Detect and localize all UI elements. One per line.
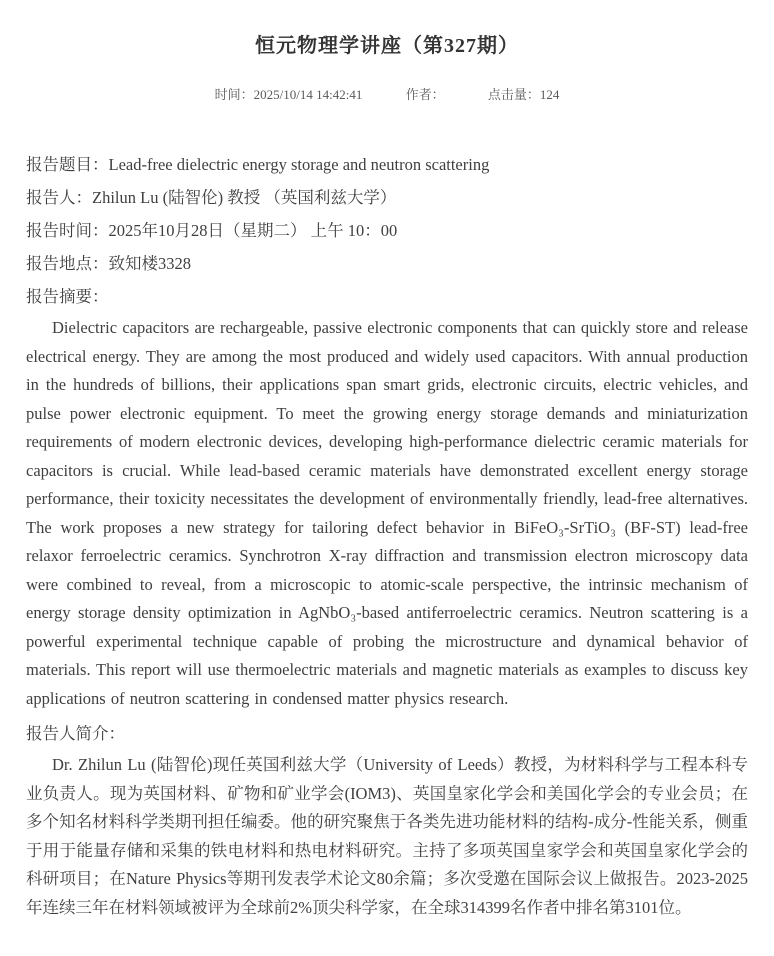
meta-time <box>215 86 363 104</box>
bio-paragraph: Dr. Zhilun Lu (陆智伦)现任英国利兹大学（University of Leeds）教授，为材料科学与工程本科专业负责人。现为英国材料、矿物和矿业学会(IOM3)、英国皇家化学会和美国化学会的专业会员；在多个知名材料科学类期刊担任编委。他的研究聚焦于各类先进功能材料的结构-成分-性能关系，侧重于用于能量存储和采集的铁电材料和热电材料研究。主持了多项英国皇家学会和英国皇家化学会的科研项目；在Nature Physics等期刊发表学术论文80余篇；多次受邀在国际会议上做报告。2023-2025年连续三年在材料领域被评为全球前2%顶尖科学家，在全球314399名作者中排名第3101位。 <box>26 755 748 917</box>
field-location-value: 致知楼3328 <box>108 254 191 273</box>
field-datetime-value: 2025年10月28日（星期二） 上午 10：00 <box>108 221 398 240</box>
field-report-title-label: 报告题目： <box>26 155 109 174</box>
abstract-paragraph: Dielectric capacitors are rechargeable, passive electronic components that can quickly store and release electrical energy. They are among the most produced and widely used capacitors. With annual production in the hundreds of billions, their applications span smart grids, electronic circuits, electric vehicles, and pulse power electronic equipment. To meet the growing energy storage demands and miniaturization requirements of modern electronic devices, developing high-performance dielectric ceramic materials for capacitors is crucial. While lead-based ceramic materials have demonstrated excellent energy storage performance, their toxicity necessitates the development of environmentally friendly, lead-free alternatives. The work proposes a new strategy for tailoring defect behavior in BiFeO₃-SrTiO₃ (BF-ST) lead-free relaxor ferroelectric ceramics. Synchrotron X-ray diffraction and transmission electron microscopy data were combined to reveal, from a microscopic to atomic-scale perspective, the intrinsic mechanism of energy storage density optimization in AgNbO₃-based antiferroelectric ceramics. Neutron scattering is a powerful experimental technique capable of probing the microstructure and dynamical behavior of materials. This report will use thermoelectric materials and magnetic materials as examples to discuss key applications of neutron scattering in condensed matter physics research. <box>26 318 748 708</box>
field-report-title <box>26 148 748 181</box>
field-datetime-label: 报告时间： <box>26 221 109 240</box>
field-speaker <box>26 181 748 214</box>
meta-author-label: 作者： <box>405 87 445 102</box>
field-speaker-value: Zhilun Lu (陆智伦) 教授 （英国利兹大学） <box>92 188 397 207</box>
field-speaker-label: 报告人： <box>26 188 92 207</box>
field-location-label: 报告地点： <box>26 254 109 273</box>
meta-hits <box>488 86 560 104</box>
field-datetime <box>26 214 748 247</box>
abstract-heading: 报告摘要： <box>26 287 109 306</box>
article-body <box>26 148 748 922</box>
meta-bar <box>26 86 748 104</box>
page-title: 恒元物理学讲座（第327期） <box>255 35 519 57</box>
bio-heading: 报告人简介： <box>26 724 125 743</box>
field-location <box>26 247 748 280</box>
meta-time-value: 2025/10/14 14:42:41 <box>253 87 363 102</box>
field-report-title-value: Lead-free dielectric energy storage and neutron scattering <box>108 155 490 174</box>
meta-hits-label: 点击量： <box>487 87 540 102</box>
meta-time-label: 时间： <box>214 87 254 102</box>
meta-hits-value: 124 <box>539 87 560 102</box>
meta-author <box>406 86 445 104</box>
